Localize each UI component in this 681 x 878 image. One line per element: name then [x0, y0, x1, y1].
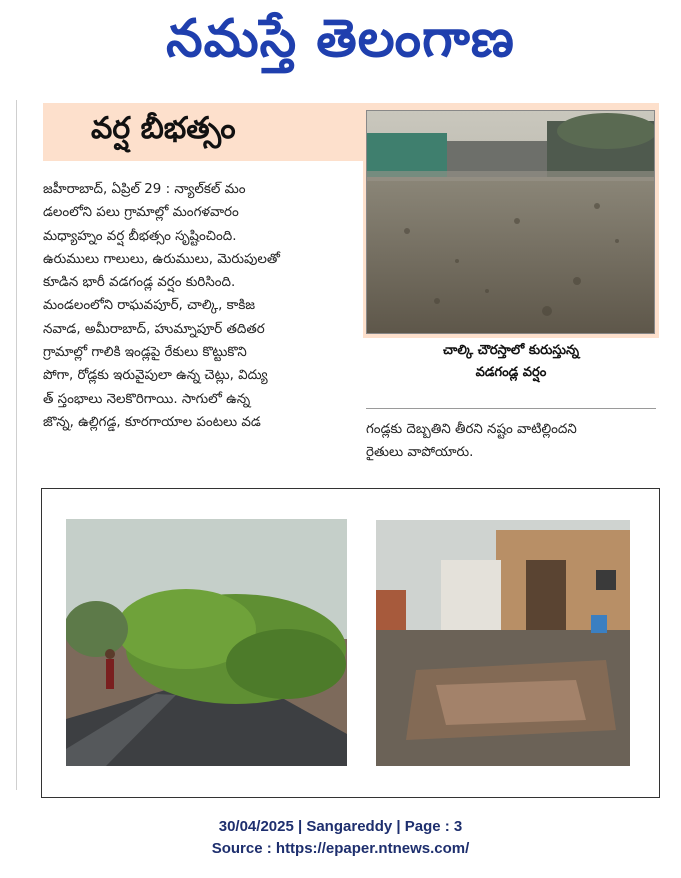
newspaper-logo: నమస్తే తెలంగాణ: [166, 8, 515, 69]
body-line: మధ్యాహ్నం వర్ష బీభత్సం సృష్టించింది.: [43, 228, 237, 244]
caption-divider: [366, 408, 656, 409]
body-line: పోగా, రోడ్లకు ఇరువైపులా ఉన్న చెట్లు, విద్యు: [43, 368, 268, 384]
body-line: మండలంలోని రాఘవపూర్, చాల్కి, కాకిజ: [43, 298, 256, 314]
body-line: గండ్లకు దెబ్బతిని తీరని నష్టం వాటిల్లిందని: [366, 422, 577, 437]
footer-date-page: 30/04/2025 | Sangareddy | Page : 3: [218, 818, 463, 835]
body-line: గ్రామాల్లో గాలికి ఇండ్లపై రేకులు కొట్టుకొని: [43, 345, 247, 361]
caption-line: చాల్కి చౌరస్తాలో కురుస్తున్న: [443, 343, 579, 358]
article-body: [43, 178, 348, 434]
body-line: జొన్న, ఉల్లిగడ్డ, కూరగాయాల పంటలు వడ: [43, 414, 261, 430]
hailstorm-photo: [366, 110, 655, 334]
body-line: త్ స్తంభాలు నెలకొరిగాయి. సాగులో ఉన్న: [43, 391, 251, 407]
body-line: ఉరుములు గాలులు, ఉరుములు, మెరుపులతో: [43, 251, 280, 267]
body-line: డలంలోని పలు గ్రామాల్లో మంగళవారం: [43, 205, 239, 221]
page-footer: [0, 816, 681, 860]
waterlogged-street-photo: [376, 520, 630, 766]
masthead: [0, 0, 681, 80]
article-headline: వర్ష బీభత్సం: [91, 111, 236, 146]
photo-caption: [366, 340, 656, 384]
headline-band: [43, 103, 363, 161]
article-continuation: [366, 418, 656, 465]
body-line: రైతులు వాపోయారు.: [366, 445, 474, 461]
footer-source: Source : https://epaper.ntnews.com/: [211, 840, 470, 857]
body-line: నవాడ, అమీరాబాద్, హుమ్నాపూర్ తదితర: [43, 321, 265, 337]
body-line: జహీరాబాద్, ఏప్రిల్ 29 : న్యాల్‌కల్ మం: [43, 182, 246, 197]
body-line: కూడిన భారీ వడగండ్ల వర్షం కురిసింది.: [43, 275, 236, 291]
column-divider: [16, 100, 17, 790]
caption-line: వడగండ్ల వర్షం: [475, 365, 547, 380]
fallen-tree-photo: [66, 519, 347, 766]
